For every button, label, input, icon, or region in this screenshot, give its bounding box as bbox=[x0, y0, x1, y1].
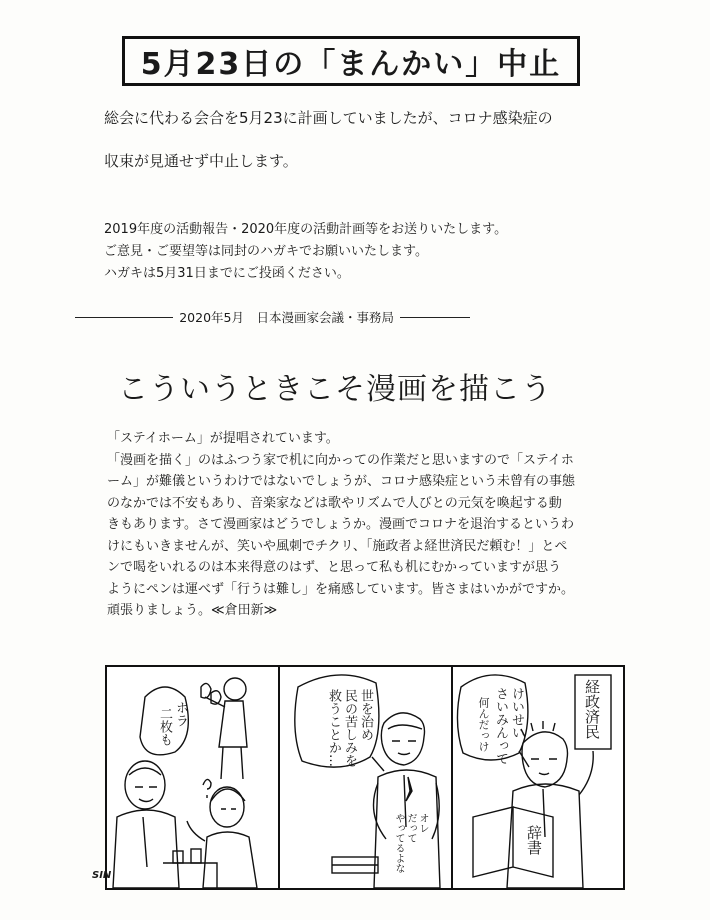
comic-artist-signature: SIN bbox=[92, 870, 112, 881]
article-line: 「ステイホーム」が提唱されています。 bbox=[107, 431, 339, 446]
article-line: きもあります。さて漫画家はどうでしょうか。漫画でコロナを退治するというわ bbox=[107, 517, 574, 532]
comic-strip bbox=[105, 665, 625, 890]
article-line: のなかでは不安もあり、音楽家などは歌やリズムで人びとの元気を喚起する動 bbox=[107, 495, 562, 511]
panel-2-aside-line-2: だって bbox=[405, 813, 416, 843]
comic-panel-3 bbox=[453, 667, 623, 888]
notice-info-line-2: ご意見・ご要望等は同封のハガキでお願いいたします。 bbox=[104, 244, 428, 259]
comic-panel-1 bbox=[107, 667, 280, 888]
panel-3-speech-line-3: 何んだっけ bbox=[477, 697, 490, 752]
article-line: 「漫画を描く」のはふつう家で机に向かっての作業だと思いますので「ステイホ bbox=[107, 452, 574, 468]
panel-2-speech-line-1: 世を治め bbox=[358, 689, 373, 741]
panel-3-book-title: 辞書 bbox=[525, 825, 543, 855]
signature-text: 2020年5月 日本漫画家会議・事務局 bbox=[179, 310, 394, 325]
panel-2-speech-line-2: 民の苦しみを bbox=[342, 689, 357, 767]
article-headline: こういうときこそ漫画を描こう bbox=[118, 372, 552, 407]
signature-right-rule bbox=[400, 317, 470, 318]
notice-signature bbox=[75, 308, 470, 326]
notice-info-line-3: ハガキは5月31日までにご投函ください。 bbox=[104, 266, 350, 281]
panel-3-speech-line-2: さいみんって bbox=[493, 687, 508, 765]
article-body bbox=[107, 428, 622, 622]
panel-1-drawing bbox=[107, 667, 278, 888]
article-line: 頑張りましょう。≪倉田新≫ bbox=[107, 603, 278, 618]
article-line: けにもいきませんが、笑いや風刺でチクリ、「施政者よ経世済民だ頼む！」とペ bbox=[107, 538, 568, 554]
notice-info-line-1: 2019年度の活動報告・2020年度の活動計画等をお送りいたします。 bbox=[104, 222, 508, 237]
notice-title: 5月23日の「まんかい」中止 bbox=[122, 36, 580, 86]
comic-panel-2 bbox=[280, 667, 453, 888]
notice-body-line-1: 総会に代わる会合を5月23に計画していましたが、コロナ感染症の bbox=[104, 109, 553, 127]
panel-3-speech-line-1: けいせい bbox=[509, 687, 524, 739]
panel-2-speech-line-3: 救うことか… bbox=[326, 689, 341, 767]
article-line: ようにペンは運べず「行うは難し」を痛感しています。皆さまはいかがですか。 bbox=[107, 581, 574, 597]
signature-left-rule bbox=[75, 317, 173, 318]
panel-2-aside-line-3: やってるよな bbox=[393, 813, 404, 873]
panel-3-sign-text: 経政済民 bbox=[583, 679, 601, 739]
notice-body-line-2: 収束が見通せず中止します。 bbox=[104, 152, 298, 170]
article-line: ンで喝をいれるのは本来得意のはず、と思って私も机にむかっていますが思う bbox=[107, 560, 561, 575]
panel-1-speech-line-1: ホラ bbox=[173, 701, 188, 727]
panel-2-aside-line-1: オレ bbox=[417, 813, 428, 833]
article-line: ーム」が難儀というわけではないでしょうが、コロナ感染症という未曾有の事態 bbox=[107, 474, 576, 489]
panel-1-speech-line-2: 二枚も bbox=[157, 707, 172, 746]
